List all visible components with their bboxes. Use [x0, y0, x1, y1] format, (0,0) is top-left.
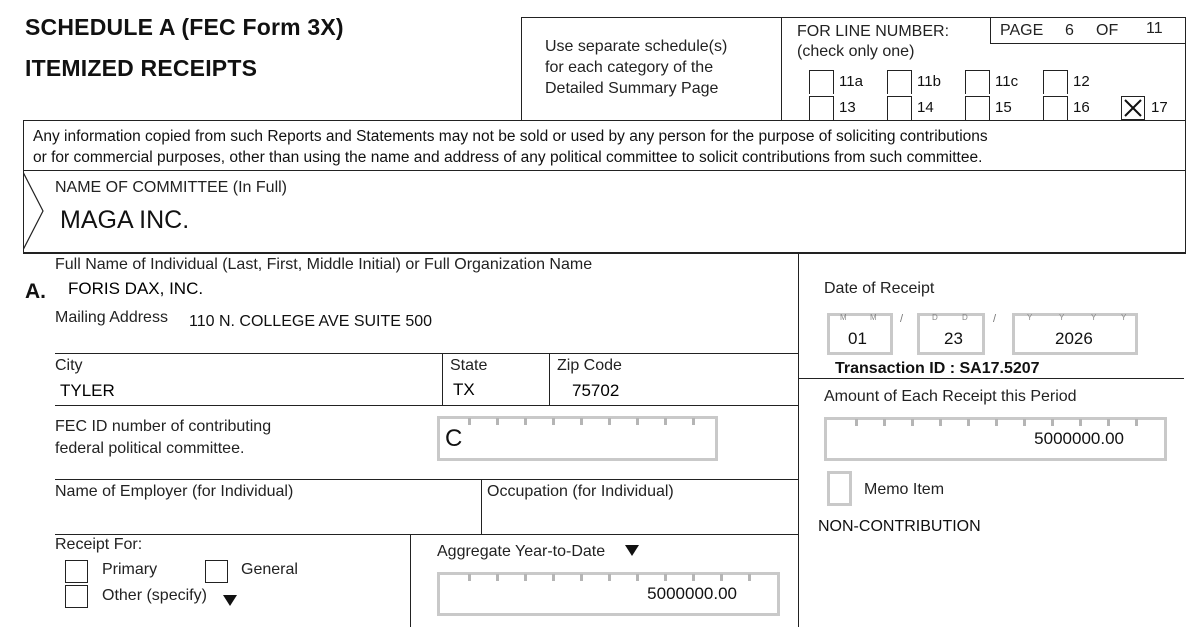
- city-state-divider: [442, 353, 443, 405]
- line-label-11c: 11c: [995, 73, 1019, 90]
- city-value[interactable]: TYLER: [60, 381, 115, 400]
- year-letter-2: Y: [1059, 313, 1065, 322]
- other-checkbox[interactable]: [65, 585, 88, 608]
- day-letter-1: D: [932, 313, 938, 322]
- entry-letter: A.: [25, 280, 46, 303]
- year-letter-1: Y: [1027, 313, 1033, 322]
- for-line-number-label: FOR LINE NUMBER:: [797, 23, 950, 40]
- other-label: Other (specify): [102, 587, 207, 604]
- date-year-input[interactable]: [1012, 313, 1138, 355]
- committee-label: NAME OF COMMITTEE (In Full): [55, 179, 287, 196]
- amount-input[interactable]: [824, 417, 1167, 461]
- line-checkbox-11a[interactable]: [809, 70, 834, 94]
- fec-rule: [55, 479, 798, 480]
- city-rule: [55, 405, 798, 406]
- schedule-subtitle: ITEMIZED RECEIPTS: [25, 55, 258, 81]
- fec-id-label-2: federal political committee.: [55, 440, 245, 457]
- committee-name: MAGA INC.: [60, 206, 190, 234]
- mailing-address-label: Mailing Address: [55, 309, 168, 326]
- line-checkbox-16[interactable]: [1043, 96, 1068, 120]
- date-month-value: 01: [848, 329, 867, 348]
- month-letter-2: M: [870, 313, 877, 322]
- memo-item-label: Memo Item: [864, 481, 945, 498]
- line-label-17: 17: [1151, 99, 1168, 116]
- line-checkbox-17[interactable]: [1121, 96, 1145, 120]
- city-label: City: [55, 357, 83, 374]
- employer-rule: [55, 534, 798, 535]
- aggregate-input[interactable]: [437, 572, 780, 616]
- zip-label: Zip Code: [557, 357, 622, 374]
- line-checkbox-15[interactable]: [965, 96, 990, 120]
- amount-label: Amount of Each Receipt this Period: [824, 388, 1077, 405]
- line-checkbox-11b[interactable]: [887, 70, 912, 94]
- year-letter-3: Y: [1091, 313, 1097, 322]
- occupation-label: Occupation (for Individual): [487, 483, 674, 500]
- amount-value: 5000000.00: [1034, 429, 1124, 448]
- fec-id-label-1: FEC ID number of contributing: [55, 418, 272, 435]
- line-checkbox-13[interactable]: [809, 96, 834, 120]
- mailing-address-value[interactable]: 110 N. COLLEGE AVE SUITE 500: [189, 313, 433, 330]
- line-label-12: 12: [1073, 73, 1090, 90]
- state-value[interactable]: TX: [453, 380, 475, 399]
- employer-label: Name of Employer (for Individual): [55, 483, 294, 500]
- transaction-id: Transaction ID : SA17.5207: [835, 360, 1040, 377]
- date-separator-2: /: [993, 313, 997, 325]
- page-label: PAGE: [1000, 22, 1044, 39]
- date-separator-1: /: [900, 313, 904, 325]
- employer-occupation-divider: [481, 479, 482, 534]
- line-checkbox-12[interactable]: [1043, 70, 1068, 94]
- check-only-one-label: (check only one): [797, 43, 915, 60]
- column-divider: [798, 252, 799, 627]
- full-name-label: Full Name of Individual (Last, First, Middle Initial) or Full Organization Name: [55, 256, 593, 273]
- general-label: General: [241, 561, 298, 578]
- address-rule: [55, 353, 798, 354]
- line-label-11a: 11a: [839, 73, 863, 90]
- notice-line-2: or for commercial purposes, other than using the name and address of any political committee to solicit contributions from such committee.: [33, 149, 983, 166]
- state-label: State: [450, 357, 488, 374]
- state-zip-divider: [549, 353, 550, 405]
- date-of-receipt-label: Date of Receipt: [824, 280, 935, 297]
- fec-id-prefix: C: [445, 425, 463, 452]
- memo-item-checkbox[interactable]: [827, 471, 852, 506]
- date-day-input[interactable]: [917, 313, 985, 355]
- date-year-value: 2026: [1055, 329, 1093, 348]
- instructions-line-1: Use separate schedule(s): [545, 38, 728, 55]
- year-letter-4: Y: [1121, 313, 1127, 322]
- line-label-11b: 11b: [917, 73, 941, 90]
- committee-arrow-icon: [23, 170, 47, 252]
- full-name-value[interactable]: FORIS DAX, INC.: [68, 279, 204, 298]
- line-label-14: 14: [917, 99, 934, 116]
- transaction-rule: [798, 378, 1184, 379]
- zip-value[interactable]: 75702: [572, 381, 620, 400]
- date-month-input[interactable]: [827, 313, 893, 355]
- line-checkbox-11c[interactable]: [965, 70, 990, 94]
- total-pages: 11: [1146, 20, 1163, 37]
- receipt-for-label: Receipt For:: [55, 536, 143, 553]
- day-letter-2: D: [962, 313, 968, 322]
- schedule-title: SCHEDULE A (FEC Form 3X): [25, 14, 344, 40]
- page-number: 6: [1065, 22, 1074, 39]
- aggregate-down-arrow-icon: [625, 545, 639, 556]
- line-label-16: 16: [1073, 99, 1090, 116]
- line-label-15: 15: [995, 99, 1012, 116]
- fec-id-input[interactable]: [437, 416, 718, 461]
- check-x-icon: [1122, 97, 1144, 119]
- other-down-arrow-icon: [223, 595, 237, 606]
- general-checkbox[interactable]: [205, 560, 228, 583]
- instructions-line-3: Detailed Summary Page: [545, 80, 719, 97]
- line-label-13: 13: [839, 99, 856, 116]
- notice-line-1: Any information copied from such Reports and Statements may not be sold or used by any person for the purpose of soliciting contributions: [33, 128, 988, 145]
- date-day-value: 23: [944, 329, 963, 348]
- aggregate-label: Aggregate Year-to-Date: [437, 543, 606, 560]
- instructions-line-2: for each category of the: [545, 59, 714, 76]
- month-letter-1: M: [840, 313, 847, 322]
- receipt-aggregate-divider: [410, 534, 411, 627]
- line-checkbox-14[interactable]: [887, 96, 912, 120]
- memo-text: NON-CONTRIBUTION: [818, 518, 981, 535]
- aggregate-value: 5000000.00: [647, 584, 737, 603]
- of-label: OF: [1096, 22, 1119, 39]
- primary-checkbox[interactable]: [65, 560, 88, 583]
- primary-label: Primary: [102, 561, 158, 578]
